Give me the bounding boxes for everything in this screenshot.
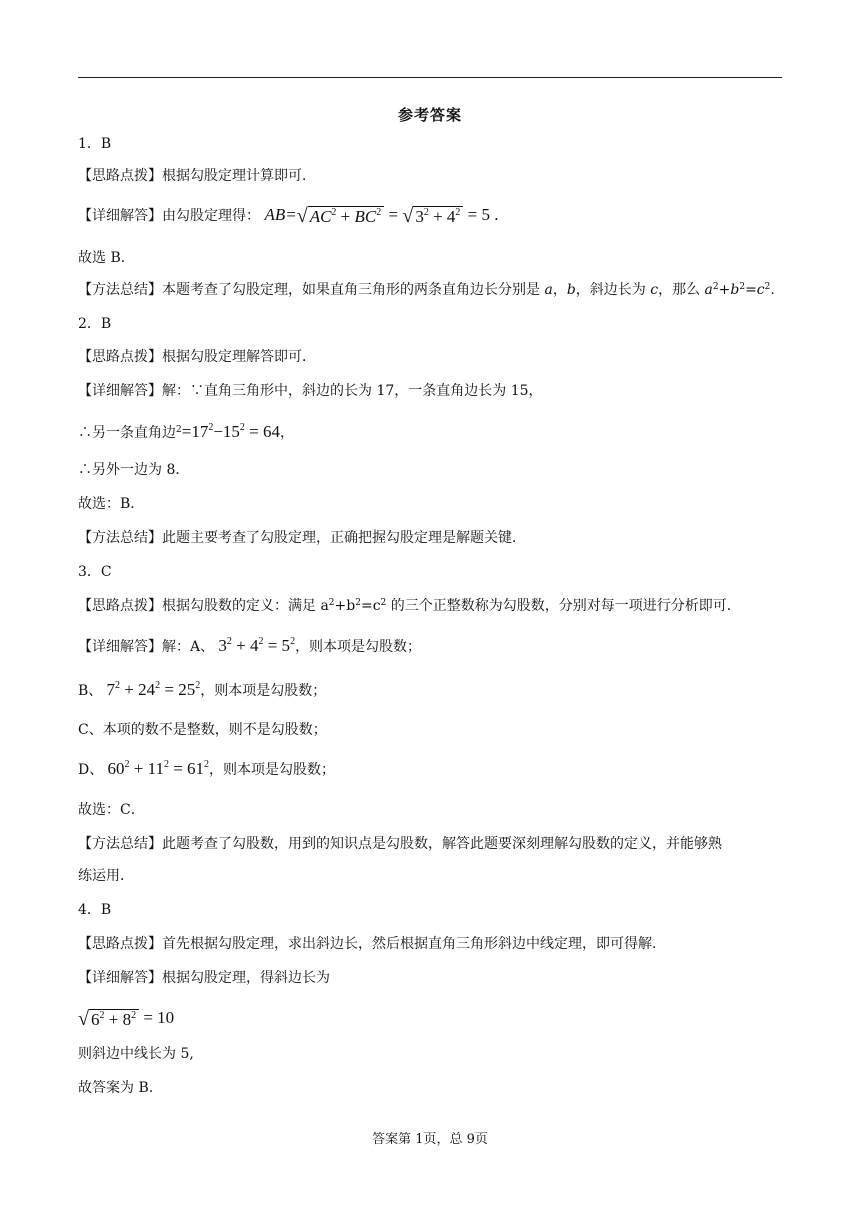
q4-formula: √ $6^2 + 8^2 = 10$ <box>78 1008 175 1031</box>
q4-hint: 【思路点拨】首先根据勾股定理，求出斜边长，然后根据直角三角形斜边中线定理，即可得解. <box>78 936 657 952</box>
q3-option-c: C、本项的数不是整数，则不是勾股数； <box>78 722 327 738</box>
q1-detail-label: 【详细解答】由勾股定理得： <box>78 208 260 224</box>
q4-line3: 故答案为 B. <box>78 1080 154 1096</box>
q3-option-a: 【详细解答】解：A、 $3^2 + 4^2 = 5^2$，则本项是勾股数； <box>78 636 422 655</box>
q4-line2: 则斜边中线长为 5, <box>78 1046 194 1062</box>
q2-step: ∴另一条直角边$^2=17^2-15^2 = 64$， <box>78 422 295 441</box>
q3-option-b: B、 $7^2 + 24^2 = 25^2$，则本项是勾股数； <box>78 680 327 699</box>
q3-answer: 3．C <box>78 564 112 580</box>
q2-hint: 【思路点拨】根据勾股定理解答即可． <box>78 349 316 365</box>
q3-summary-2: 练运用． <box>78 868 134 884</box>
page-title: 参考答案 <box>397 106 462 124</box>
q1-summary: 【方法总结】本题考查了勾股定理，如果直角三角形的两条直角边长分别是 a，b，斜边长为 c，那么 $a^2+b^2=c^2$. <box>78 282 775 298</box>
q1-answer: 1．B <box>78 136 112 152</box>
q2-detail: 【详细解答】解：∵直角三角形中，斜边的长为 17，一条直角边长为 15， <box>78 383 543 399</box>
header-rule <box>78 77 782 78</box>
q3-hint: 【思路点拨】根据勾股数的定义：满足 $a^2+b^2=c^2$ 的三个正整数称为勾股数，分别对每一项进行分析即可． <box>78 598 741 614</box>
q1-detail <box>78 205 499 227</box>
q1-hint: 【思路点拨】根据勾股定理计算即可． <box>78 168 316 184</box>
q3-conclusion: 故选：C． <box>78 802 145 818</box>
page-footer: 答案第 1页，总 9页 <box>372 1132 488 1147</box>
q4-answer: 4．B <box>78 902 112 918</box>
q1-conclusion: 故选 B． <box>78 250 135 266</box>
q2-step2: ∴另外一边为 8． <box>78 462 190 478</box>
q2-summary: 【方法总结】此题主要考查了勾股定理，正确把握勾股定理是解题关键． <box>78 530 526 546</box>
q4-detail: 【详细解答】根据勾股定理，得斜边长为 <box>78 970 330 986</box>
q2-conclusion: 故选：B． <box>78 496 145 512</box>
q1-formula: AB=√ $AC^2 + BC^2$ = √ $3^2 + 4^2 = 5$ . <box>264 205 499 228</box>
q3-summary-1: 【方法总结】此题考查了勾股数，用到的知识点是勾股数，解答此题要深刻理解勾股数的定义，并能够熟 <box>78 836 722 852</box>
q3-option-d: D、 $60^2 + 11^2 = 61^2$，则本项是勾股数； <box>78 759 336 778</box>
q2-answer: 2．B <box>78 316 112 332</box>
